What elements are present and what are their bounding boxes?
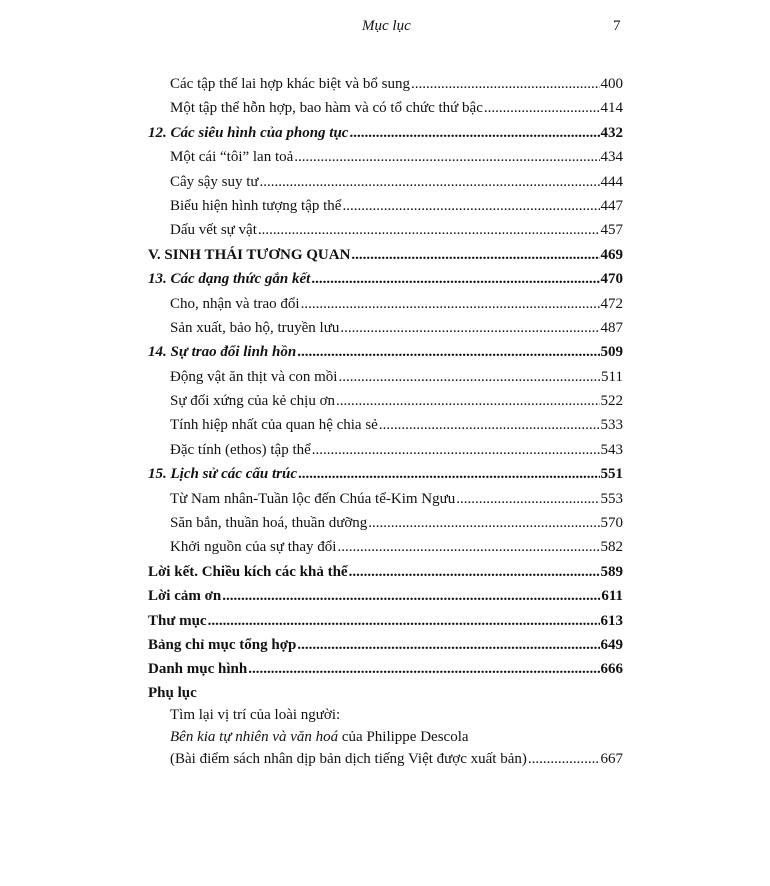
appendix-author: của Philippe Descola xyxy=(338,728,469,745)
leader-dots xyxy=(297,633,599,657)
toc-entry-page: 570 xyxy=(600,515,623,532)
toc-entry-title: Dấu vết sự vật xyxy=(170,222,257,239)
toc-entry-sub xyxy=(148,511,623,535)
running-title: Mục lục xyxy=(362,18,411,34)
leader-dots xyxy=(258,218,600,242)
toc-entry-page: 509 xyxy=(600,344,623,361)
appendix-line-2 xyxy=(148,726,623,748)
toc-entry-title: Biểu hiện hình tượng tập thể xyxy=(170,197,342,214)
toc-entry-title: Một cái “tôi” lan toả xyxy=(170,149,294,166)
leader-dots xyxy=(248,657,599,681)
leader-dots xyxy=(336,389,600,413)
leader-dots xyxy=(208,609,600,633)
toc-entry-page: 432 xyxy=(600,124,623,141)
toc-entry-chapter xyxy=(148,267,623,291)
leader-dots xyxy=(456,487,599,511)
toc-entry-chapter xyxy=(148,462,623,486)
toc-entry-title: 12. Các siêu hình của phong tục xyxy=(148,124,349,141)
leader-dots xyxy=(379,413,600,437)
leader-dots xyxy=(342,194,599,218)
toc-entry-title: Từ Nam nhân-Tuần lộc đến Chúa tể-Kim Ngưu xyxy=(170,490,456,507)
toc-entry-page: 551 xyxy=(600,466,623,483)
toc-entry-page: 666 xyxy=(600,661,623,678)
leader-dots xyxy=(311,267,599,291)
toc-entry-sub xyxy=(148,316,623,340)
leader-dots xyxy=(528,748,600,770)
toc-entry-page: 472 xyxy=(600,295,623,312)
toc-entry-page: 589 xyxy=(600,563,623,580)
toc-entry-page: 444 xyxy=(600,173,623,190)
toc-entry-title: Danh mục hình xyxy=(148,661,248,678)
leader-dots xyxy=(368,511,599,535)
toc-entry-page: 400 xyxy=(600,76,623,92)
toc-entry-page: 533 xyxy=(600,417,623,434)
appendix-review-title: (Bài điểm sách nhân dịp bản dịch tiếng Việt được xuất bản) xyxy=(170,750,527,767)
toc-entry-sub xyxy=(148,487,623,511)
toc-entries xyxy=(148,72,623,682)
toc-entry-part xyxy=(148,657,623,681)
leader-dots xyxy=(349,560,600,584)
toc-entry-title: 14. Sự trao đổi linh hồn xyxy=(148,344,297,361)
leader-dots xyxy=(338,365,600,389)
toc-entry-chapter xyxy=(148,340,623,364)
toc-entry-sub xyxy=(148,72,623,96)
leader-dots xyxy=(297,340,599,364)
toc-entry-title: 13. Các dạng thức gắn kết xyxy=(148,271,311,288)
toc-entry-title: Sự đối xứng của kẻ chịu ơn xyxy=(170,393,335,410)
toc-entry-title: Bảng chỉ mục tổng hợp xyxy=(148,636,297,653)
leader-dots xyxy=(340,316,599,340)
toc-entry-sub xyxy=(148,389,623,413)
leader-dots xyxy=(298,462,600,486)
toc-entry-page: 543 xyxy=(600,441,623,458)
appendix-section xyxy=(148,682,623,770)
leader-dots xyxy=(337,535,599,559)
toc-entry-title: Lời kết. Chiều kích các khả thể xyxy=(148,563,348,580)
leader-dots xyxy=(349,121,599,145)
page-number: 7 xyxy=(613,18,621,34)
toc-entry-chapter xyxy=(148,121,623,145)
toc-entry-page: 553 xyxy=(600,490,623,507)
toc-entry-page: 414 xyxy=(600,100,623,117)
toc-entry-page: 611 xyxy=(601,588,623,605)
toc-entry-part xyxy=(148,560,623,584)
toc-entry-sub xyxy=(148,170,623,194)
toc-entry-page: 469 xyxy=(600,246,623,263)
toc-entry-title: Cho, nhận và trao đổi xyxy=(170,295,300,312)
toc-entry-title: Cây sậy suy tư xyxy=(170,173,259,190)
toc-entry-page: 522 xyxy=(600,393,623,410)
appendix-book-title: Bên kia tự nhiên và văn hoá xyxy=(170,728,339,745)
toc-entry-sub xyxy=(148,365,623,389)
toc-entry-page: 470 xyxy=(600,271,623,288)
toc-entry-part xyxy=(148,243,623,267)
toc-entry-part xyxy=(148,633,623,657)
appendix-page: 667 xyxy=(600,750,623,767)
toc-entry-page: 447 xyxy=(600,197,623,214)
leader-dots xyxy=(411,72,600,96)
toc-entry-title: Sản xuất, bảo hộ, truyền lưu xyxy=(170,319,340,336)
toc-entry-sub xyxy=(148,413,623,437)
toc-entry-sub xyxy=(148,438,623,462)
toc-entry-title: Khởi nguồn của sự thay đổi xyxy=(170,539,337,556)
toc-entry-page: 649 xyxy=(600,636,623,653)
toc-entry-page: 487 xyxy=(600,319,623,336)
leader-dots xyxy=(312,438,600,462)
toc-entry-title: Săn bắn, thuần hoá, thuần dưỡng xyxy=(170,515,368,532)
toc-entry-sub xyxy=(148,145,623,169)
toc-entry-page: 457 xyxy=(600,222,623,239)
toc-entry-sub xyxy=(148,292,623,316)
toc-entry-sub xyxy=(148,96,623,120)
toc-entry-title: Tính hiệp nhất của quan hệ chia sẻ xyxy=(170,417,378,434)
toc-entry-page: 582 xyxy=(600,539,623,556)
leader-dots xyxy=(484,96,600,120)
leader-dots xyxy=(260,170,600,194)
appendix-heading: Phụ lục xyxy=(148,684,197,701)
appendix-line-1: Tìm lại vị trí của loài người: xyxy=(170,706,341,723)
toc-entry-title: Một tập thể hỗn hợp, bao hàm và có tổ chức thứ bậc xyxy=(170,100,483,117)
toc-entry-part xyxy=(148,609,623,633)
toc-entry-sub xyxy=(148,194,623,218)
leader-dots xyxy=(301,292,600,316)
toc-entry-title: Các tập thể lai hợp khác biệt và bổ sung xyxy=(170,76,410,92)
leader-dots xyxy=(294,145,599,169)
toc-entry-page: 434 xyxy=(600,149,623,166)
appendix-line-3 xyxy=(148,748,623,770)
toc-entry-title: 15. Lịch sử các cấu trúc xyxy=(148,466,297,483)
toc-entry-sub xyxy=(148,218,623,242)
leader-dots xyxy=(222,584,600,608)
leader-dots xyxy=(351,243,599,267)
toc-entry-page: 613 xyxy=(600,612,623,629)
toc-entry-title: V. SINH THÁI TƯƠNG QUAN xyxy=(148,246,351,263)
table-of-contents xyxy=(148,72,623,770)
toc-entry-title: Thư mục xyxy=(148,612,207,629)
toc-entry-title: Động vật ăn thịt và con mồi xyxy=(170,368,338,385)
toc-entry-title: Lời cảm ơn xyxy=(148,588,222,605)
toc-entry-sub xyxy=(148,535,623,559)
toc-entry-part xyxy=(148,584,623,608)
toc-entry-page: 511 xyxy=(601,368,623,385)
toc-entry-title: Đặc tính (ethos) tập thể xyxy=(170,441,311,458)
